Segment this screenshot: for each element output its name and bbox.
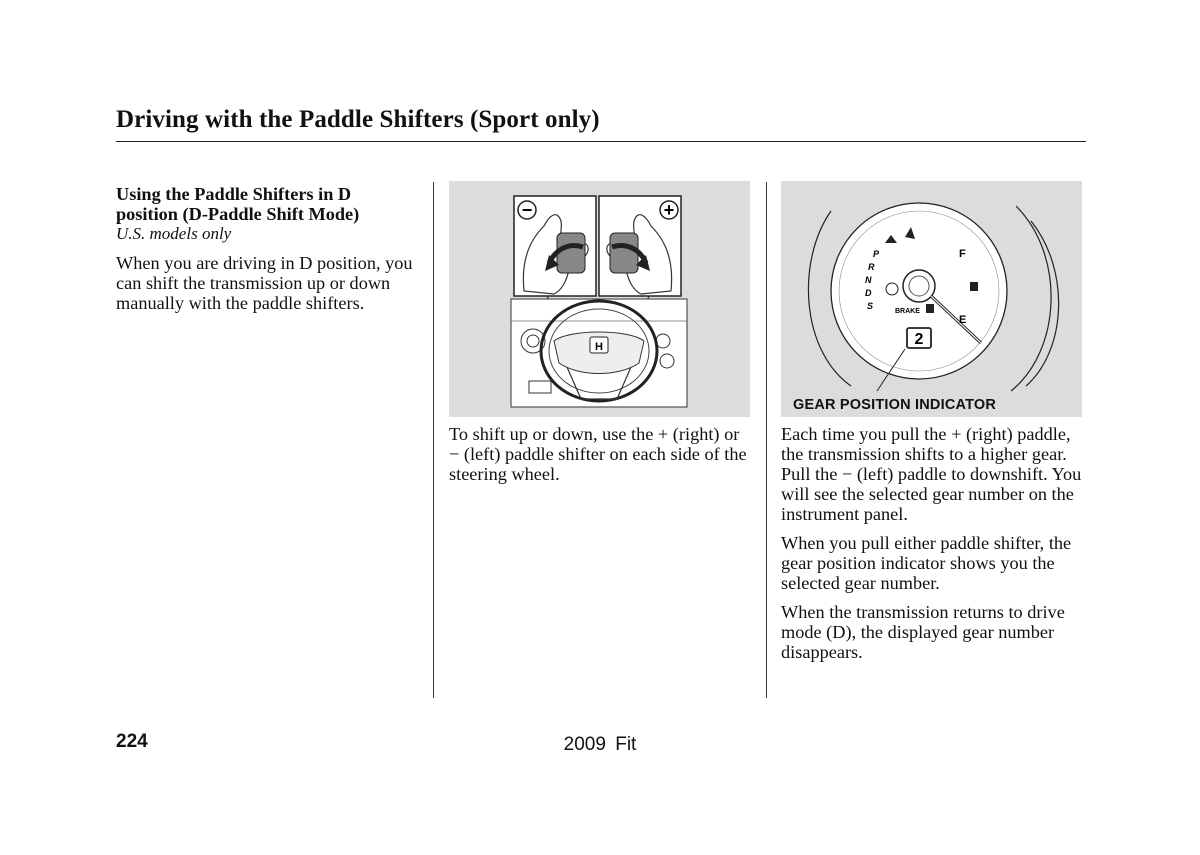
section-body: When you are driving in D position, you can shift the transmission up or down manually with the paddle shifters. [116,253,413,313]
page-footer: 2009 Fit [563,734,637,755]
section-subheading: U.S. models only [116,224,232,243]
instrument-panel-illustration [781,181,1082,417]
svg-text:BRAKE: BRAKE [895,308,920,315]
page-title: Driving with the Paddle Shifters (Sport only) [116,106,600,133]
column-divider-left [433,182,434,698]
gear-indicator-figure [781,181,1082,417]
middle-column-text [449,424,749,493]
right-paragraph-1: Each time you pull the + (right) paddle, the transmission shifts to a higher gear. Pull the − (left) paddle to downshift. You will see the selected gear number on the instrument panel. [781,424,1082,524]
page-number: 224 [116,731,148,752]
column-divider-right [766,182,767,698]
title-rule [116,141,1086,142]
svg-text:E: E [959,314,967,326]
svg-text:N: N [865,275,872,285]
section-heading: Using the Paddle Shifters in D position (D-Paddle Shift Mode) [116,184,360,224]
svg-text:P: P [873,249,880,259]
left-column [116,184,416,322]
fuel-pump-icon [926,304,934,313]
steering-wheel-illustration [449,181,750,417]
right-paragraph-2: When you pull either paddle shifter, the gear position indicator shows you the selected gear number. [781,533,1072,593]
svg-text:H: H [595,341,603,353]
svg-text:F: F [959,248,966,260]
svg-text:2: 2 [914,331,924,348]
right-paragraph-3: When the transmission returns to drive mode (D), the displayed gear number disappears. [781,602,1065,662]
svg-text:S: S [867,301,874,311]
right-column-text [781,424,1091,671]
svg-text:−: − [521,200,533,220]
svg-text:R: R [868,262,875,272]
fuel-gauge-icon [970,282,978,291]
gear-position-indicator-label: GEAR POSITION INDICATOR [793,397,997,413]
paddle-caption: To shift up or down, use the + (right) or − (left) paddle shifter on each side of the steering wheel. [449,424,747,484]
svg-text:+: + [663,200,675,220]
svg-text:D: D [865,288,872,298]
paddle-shifter-figure [449,181,750,417]
